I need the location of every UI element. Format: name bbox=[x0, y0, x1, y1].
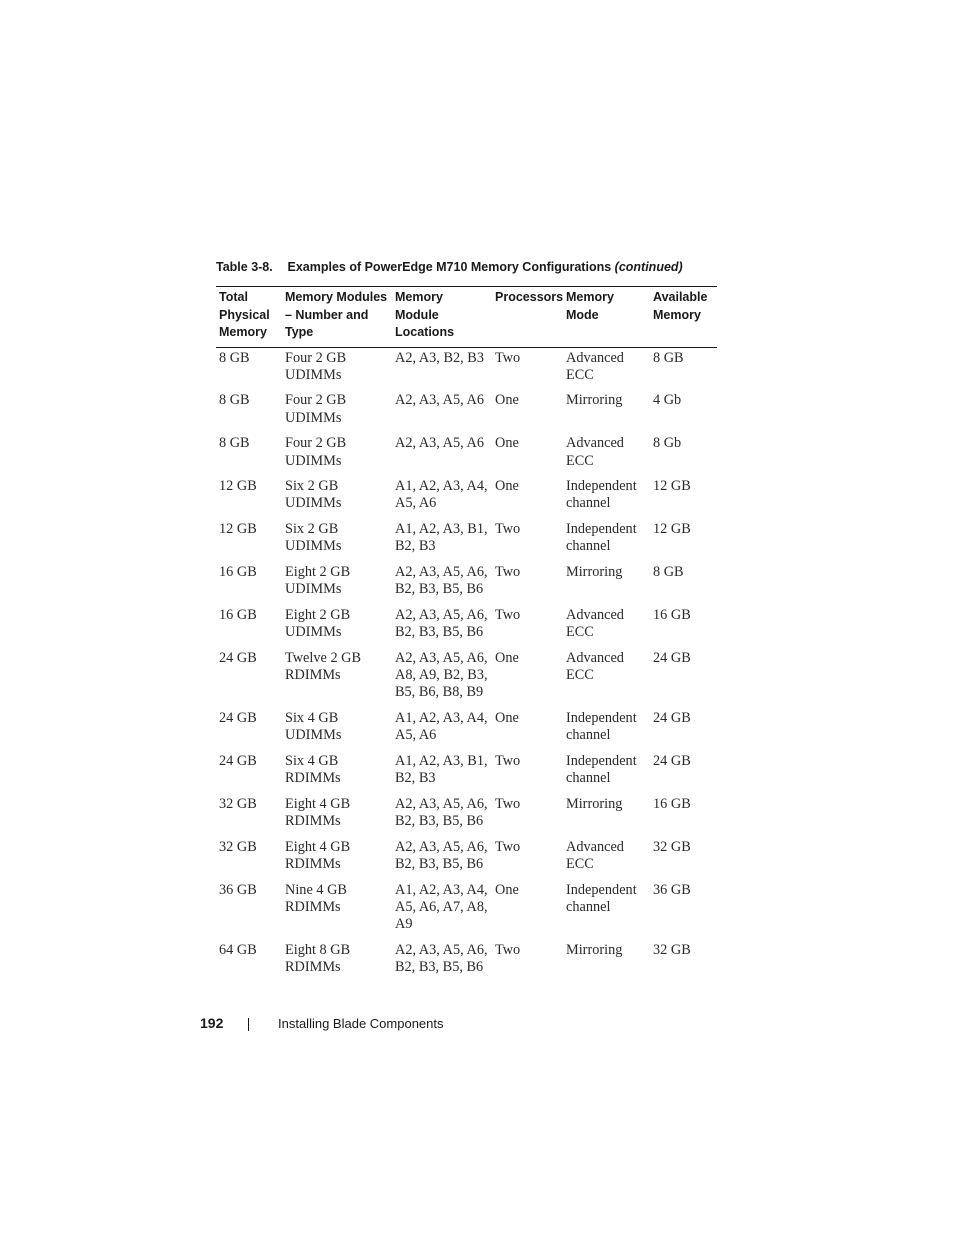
cell-line: Six 2 GB bbox=[285, 521, 339, 538]
cell-line: ECC bbox=[566, 667, 594, 684]
cell-processors bbox=[492, 709, 563, 752]
cell-line: Advanced bbox=[566, 649, 624, 666]
cell-memory-modules bbox=[282, 520, 392, 563]
column-header-line: Type bbox=[285, 325, 314, 339]
cell-line: Six 4 GB bbox=[285, 709, 339, 726]
cell-line: RDIMMs bbox=[285, 667, 341, 684]
cell-line: A9 bbox=[395, 915, 413, 932]
cell-line: Twelve 2 GB bbox=[285, 649, 362, 666]
cell-available-memory bbox=[650, 520, 717, 563]
cell-processors bbox=[492, 347, 563, 391]
column-header-line: Memory bbox=[219, 325, 267, 339]
column-header-line: Mode bbox=[566, 307, 599, 322]
cell-available-memory bbox=[650, 881, 717, 941]
cell-line: Eight 2 GB bbox=[285, 606, 351, 623]
cell-memory-module-locations bbox=[392, 881, 492, 941]
cell-line: A2, A3, A5, A6, bbox=[395, 606, 488, 623]
table-row bbox=[216, 838, 717, 881]
cell-line: A5, A6 bbox=[395, 495, 437, 512]
cell-line: A1, A2, A3, A4, bbox=[395, 709, 488, 726]
cell-line: A2, A3, A5, A6, bbox=[395, 838, 488, 855]
cell-line: A5, A6 bbox=[395, 727, 437, 744]
cell-line: RDIMMs bbox=[285, 812, 341, 829]
cell-line: Two bbox=[495, 564, 521, 581]
cell-line: 16 GB bbox=[653, 606, 691, 623]
column-header-available-memory bbox=[650, 287, 717, 348]
cell-line: 8 GB bbox=[653, 349, 684, 366]
table-row bbox=[216, 347, 717, 391]
cell-line: RDIMMs bbox=[285, 770, 341, 787]
cell-line: Independent bbox=[566, 709, 637, 726]
cell-line: Two bbox=[495, 349, 521, 366]
cell-line: Four 2 GB bbox=[285, 392, 347, 409]
cell-line: 36 GB bbox=[653, 881, 691, 898]
cell-memory-mode bbox=[563, 391, 650, 434]
footer-separator bbox=[248, 1018, 249, 1031]
cell-memory-modules bbox=[282, 838, 392, 881]
cell-memory-mode bbox=[563, 477, 650, 520]
cell-memory-mode bbox=[563, 795, 650, 838]
cell-line: B2, B3, B5, B6 bbox=[395, 958, 484, 975]
cell-line: UDIMMs bbox=[285, 495, 342, 512]
cell-total-physical-memory bbox=[216, 347, 282, 391]
column-header-line: Memory bbox=[653, 307, 701, 322]
cell-line: A8, A9, B2, B3, bbox=[395, 667, 488, 684]
cell-available-memory bbox=[650, 941, 717, 984]
cell-line: Two bbox=[495, 838, 521, 855]
memory-configurations-table bbox=[216, 286, 717, 984]
cell-line: 8 GB bbox=[219, 435, 250, 452]
cell-processors bbox=[492, 563, 563, 606]
cell-line: 24 GB bbox=[219, 649, 257, 666]
cell-line: 8 GB bbox=[219, 392, 250, 409]
column-header-line: Processors bbox=[495, 290, 564, 304]
cell-line: A2, A3, A5, A6, bbox=[395, 795, 488, 812]
cell-total-physical-memory bbox=[216, 709, 282, 752]
table-row bbox=[216, 795, 717, 838]
cell-memory-module-locations bbox=[392, 391, 492, 434]
cell-processors bbox=[492, 795, 563, 838]
cell-line: Independent bbox=[566, 478, 637, 495]
cell-line: B2, B3 bbox=[395, 538, 436, 555]
cell-available-memory bbox=[650, 649, 717, 709]
cell-line: Two bbox=[495, 521, 521, 538]
cell-line: channel bbox=[566, 538, 611, 555]
column-header-line: – Number and bbox=[285, 307, 369, 322]
cell-line: Two bbox=[495, 795, 521, 812]
cell-line: ECC bbox=[566, 855, 594, 872]
table-row bbox=[216, 941, 717, 984]
cell-line: Two bbox=[495, 752, 521, 769]
cell-line: 36 GB bbox=[219, 881, 257, 898]
cell-available-memory bbox=[650, 477, 717, 520]
cell-line: UDIMMs bbox=[285, 538, 342, 555]
cell-line: 16 GB bbox=[653, 795, 691, 812]
page-footer bbox=[0, 1015, 954, 1035]
table-header bbox=[216, 287, 717, 348]
cell-line: Four 2 GB bbox=[285, 349, 347, 366]
cell-line: One bbox=[495, 649, 519, 666]
cell-line: A1, A2, A3, A4, bbox=[395, 881, 488, 898]
cell-memory-mode bbox=[563, 606, 650, 649]
table-body bbox=[216, 347, 717, 984]
cell-available-memory bbox=[650, 391, 717, 434]
cell-line: UDIMMs bbox=[285, 624, 342, 641]
cell-line: B5, B6, B8, B9 bbox=[395, 684, 484, 701]
cell-line: A2, A3, A5, A6, bbox=[395, 564, 488, 581]
cell-line: Advanced bbox=[566, 435, 624, 452]
cell-line: Independent bbox=[566, 521, 637, 538]
cell-line: Advanced bbox=[566, 606, 624, 623]
cell-line: 32 GB bbox=[219, 795, 257, 812]
column-header-memory-module-locations bbox=[392, 287, 492, 348]
cell-line: 12 GB bbox=[219, 478, 257, 495]
cell-line: Two bbox=[495, 941, 521, 958]
cell-memory-mode bbox=[563, 347, 650, 391]
cell-line: B2, B3, B5, B6 bbox=[395, 855, 484, 872]
cell-memory-mode bbox=[563, 563, 650, 606]
cell-processors bbox=[492, 838, 563, 881]
cell-processors bbox=[492, 520, 563, 563]
cell-line: One bbox=[495, 392, 519, 409]
cell-line: B2, B3, B5, B6 bbox=[395, 624, 484, 641]
cell-line: A2, A3, A5, A6 bbox=[395, 435, 484, 452]
cell-line: One bbox=[495, 435, 519, 452]
cell-memory-module-locations bbox=[392, 838, 492, 881]
cell-line: 8 Gb bbox=[653, 435, 682, 452]
column-header-line: Memory bbox=[566, 290, 614, 304]
cell-line: UDIMMs bbox=[285, 581, 342, 598]
cell-line: Independent bbox=[566, 752, 637, 769]
cell-memory-module-locations bbox=[392, 709, 492, 752]
cell-processors bbox=[492, 649, 563, 709]
cell-available-memory bbox=[650, 606, 717, 649]
table-row bbox=[216, 391, 717, 434]
cell-memory-module-locations bbox=[392, 347, 492, 391]
cell-line: Six 4 GB bbox=[285, 752, 339, 769]
cell-line: channel bbox=[566, 727, 611, 744]
column-header-line: Locations bbox=[395, 325, 455, 339]
cell-line: UDIMMs bbox=[285, 409, 342, 426]
cell-line: A1, A2, A3, B1, bbox=[395, 752, 488, 769]
cell-memory-mode bbox=[563, 838, 650, 881]
cell-line: Advanced bbox=[566, 349, 624, 366]
cell-line: A1, A2, A3, B1, bbox=[395, 521, 488, 538]
cell-memory-module-locations bbox=[392, 606, 492, 649]
footer-section-title: Installing Blade Components bbox=[278, 1016, 444, 1031]
cell-line: 12 GB bbox=[653, 521, 691, 538]
cell-memory-modules bbox=[282, 709, 392, 752]
cell-processors bbox=[492, 881, 563, 941]
column-header-line: Available bbox=[653, 290, 708, 304]
cell-line: 64 GB bbox=[219, 941, 257, 958]
table-caption-label: Table 3-8. bbox=[216, 260, 273, 274]
header-row bbox=[216, 287, 717, 348]
table-caption-title: Examples of PowerEdge M710 Memory Configurations bbox=[287, 260, 612, 274]
cell-memory-modules bbox=[282, 795, 392, 838]
cell-line: 12 GB bbox=[653, 478, 691, 495]
cell-line: 24 GB bbox=[219, 752, 257, 769]
cell-line: Mirroring bbox=[566, 941, 623, 958]
cell-memory-module-locations bbox=[392, 477, 492, 520]
cell-line: Eight 2 GB bbox=[285, 564, 351, 581]
cell-line: One bbox=[495, 478, 519, 495]
cell-total-physical-memory bbox=[216, 881, 282, 941]
cell-line: UDIMMs bbox=[285, 727, 342, 744]
table-row bbox=[216, 563, 717, 606]
cell-line: Eight 4 GB bbox=[285, 838, 351, 855]
cell-line: Mirroring bbox=[566, 795, 623, 812]
cell-memory-module-locations bbox=[392, 941, 492, 984]
table-row bbox=[216, 520, 717, 563]
cell-line: RDIMMs bbox=[285, 898, 341, 915]
cell-total-physical-memory bbox=[216, 563, 282, 606]
cell-line: Independent bbox=[566, 881, 637, 898]
cell-line: Four 2 GB bbox=[285, 435, 347, 452]
cell-line: 24 GB bbox=[653, 649, 691, 666]
cell-memory-module-locations bbox=[392, 520, 492, 563]
cell-line: ECC bbox=[566, 624, 594, 641]
cell-line: 24 GB bbox=[653, 752, 691, 769]
cell-memory-mode bbox=[563, 752, 650, 795]
column-header-memory-mode bbox=[563, 287, 650, 348]
cell-memory-modules bbox=[282, 941, 392, 984]
table-row bbox=[216, 606, 717, 649]
cell-available-memory bbox=[650, 434, 717, 477]
cell-available-memory bbox=[650, 563, 717, 606]
table-row bbox=[216, 752, 717, 795]
cell-line: 32 GB bbox=[653, 941, 691, 958]
cell-available-memory bbox=[650, 347, 717, 391]
cell-memory-module-locations bbox=[392, 563, 492, 606]
cell-line: Mirroring bbox=[566, 392, 623, 409]
column-header-total-physical-memory bbox=[216, 287, 282, 348]
cell-memory-modules bbox=[282, 434, 392, 477]
cell-memory-mode bbox=[563, 649, 650, 709]
table-row bbox=[216, 477, 717, 520]
cell-available-memory bbox=[650, 709, 717, 752]
cell-line: 32 GB bbox=[219, 838, 257, 855]
cell-memory-modules bbox=[282, 347, 392, 391]
cell-available-memory bbox=[650, 838, 717, 881]
cell-total-physical-memory bbox=[216, 477, 282, 520]
cell-line: ECC bbox=[566, 366, 594, 383]
cell-line: Six 2 GB bbox=[285, 478, 339, 495]
cell-line: RDIMMs bbox=[285, 855, 341, 872]
column-header-processors bbox=[492, 287, 563, 348]
cell-processors bbox=[492, 477, 563, 520]
cell-line: UDIMMs bbox=[285, 366, 342, 383]
cell-memory-module-locations bbox=[392, 795, 492, 838]
cell-line: One bbox=[495, 709, 519, 726]
cell-line: Two bbox=[495, 606, 521, 623]
cell-line: 8 GB bbox=[219, 349, 250, 366]
cell-line: Eight 8 GB bbox=[285, 941, 351, 958]
column-header-line: Total bbox=[219, 290, 248, 304]
cell-memory-modules bbox=[282, 563, 392, 606]
cell-line: Eight 4 GB bbox=[285, 795, 351, 812]
cell-memory-mode bbox=[563, 941, 650, 984]
cell-line: A2, A3, A5, A6 bbox=[395, 392, 484, 409]
cell-total-physical-memory bbox=[216, 838, 282, 881]
cell-line: RDIMMs bbox=[285, 958, 341, 975]
cell-total-physical-memory bbox=[216, 520, 282, 563]
cell-total-physical-memory bbox=[216, 391, 282, 434]
cell-line: 32 GB bbox=[653, 838, 691, 855]
cell-processors bbox=[492, 606, 563, 649]
cell-line: channel bbox=[566, 898, 611, 915]
table-row bbox=[216, 881, 717, 941]
cell-line: 12 GB bbox=[219, 521, 257, 538]
cell-line: ECC bbox=[566, 452, 594, 469]
column-header-line: Physical bbox=[219, 307, 270, 322]
cell-total-physical-memory bbox=[216, 606, 282, 649]
cell-line: A5, A6, A7, A8, bbox=[395, 898, 488, 915]
cell-processors bbox=[492, 941, 563, 984]
cell-available-memory bbox=[650, 795, 717, 838]
cell-line: channel bbox=[566, 770, 611, 787]
cell-available-memory bbox=[650, 752, 717, 795]
cell-memory-modules bbox=[282, 391, 392, 434]
cell-memory-modules bbox=[282, 649, 392, 709]
cell-processors bbox=[492, 434, 563, 477]
page-number: 192 bbox=[200, 1015, 224, 1031]
cell-memory-mode bbox=[563, 881, 650, 941]
cell-line: 24 GB bbox=[219, 709, 257, 726]
table-caption bbox=[216, 260, 683, 274]
cell-total-physical-memory bbox=[216, 941, 282, 984]
cell-line: 8 GB bbox=[653, 564, 684, 581]
cell-line: One bbox=[495, 881, 519, 898]
cell-memory-modules bbox=[282, 752, 392, 795]
cell-memory-modules bbox=[282, 606, 392, 649]
cell-total-physical-memory bbox=[216, 795, 282, 838]
cell-line: Nine 4 GB bbox=[285, 881, 347, 898]
cell-total-physical-memory bbox=[216, 752, 282, 795]
cell-memory-mode bbox=[563, 709, 650, 752]
cell-line: A1, A2, A3, A4, bbox=[395, 478, 488, 495]
cell-memory-module-locations bbox=[392, 649, 492, 709]
column-header-memory-modules bbox=[282, 287, 392, 348]
cell-memory-modules bbox=[282, 881, 392, 941]
column-header-line: Memory Modules bbox=[285, 290, 388, 304]
cell-memory-module-locations bbox=[392, 752, 492, 795]
table-caption-continued: (continued) bbox=[614, 260, 683, 274]
cell-line: A2, A3, B2, B3 bbox=[395, 349, 484, 366]
cell-line: B2, B3, B5, B6 bbox=[395, 812, 484, 829]
table-row bbox=[216, 649, 717, 709]
cell-processors bbox=[492, 752, 563, 795]
cell-processors bbox=[492, 391, 563, 434]
cell-memory-mode bbox=[563, 434, 650, 477]
cell-line: A2, A3, A5, A6, bbox=[395, 649, 488, 666]
cell-line: Advanced bbox=[566, 838, 624, 855]
table-row bbox=[216, 434, 717, 477]
cell-line: Mirroring bbox=[566, 564, 623, 581]
cell-memory-module-locations bbox=[392, 434, 492, 477]
cell-memory-mode bbox=[563, 520, 650, 563]
cell-line: 24 GB bbox=[653, 709, 691, 726]
cell-line: B2, B3, B5, B6 bbox=[395, 581, 484, 598]
table-row bbox=[216, 709, 717, 752]
cell-total-physical-memory bbox=[216, 649, 282, 709]
column-header-line: Memory Module bbox=[395, 290, 443, 322]
cell-memory-modules bbox=[282, 477, 392, 520]
cell-total-physical-memory bbox=[216, 434, 282, 477]
cell-line: 16 GB bbox=[219, 606, 257, 623]
cell-line: channel bbox=[566, 495, 611, 512]
cell-line: A2, A3, A5, A6, bbox=[395, 941, 488, 958]
cell-line: UDIMMs bbox=[285, 452, 342, 469]
cell-line: 4 Gb bbox=[653, 392, 682, 409]
cell-line: B2, B3 bbox=[395, 770, 436, 787]
cell-line: 16 GB bbox=[219, 564, 257, 581]
